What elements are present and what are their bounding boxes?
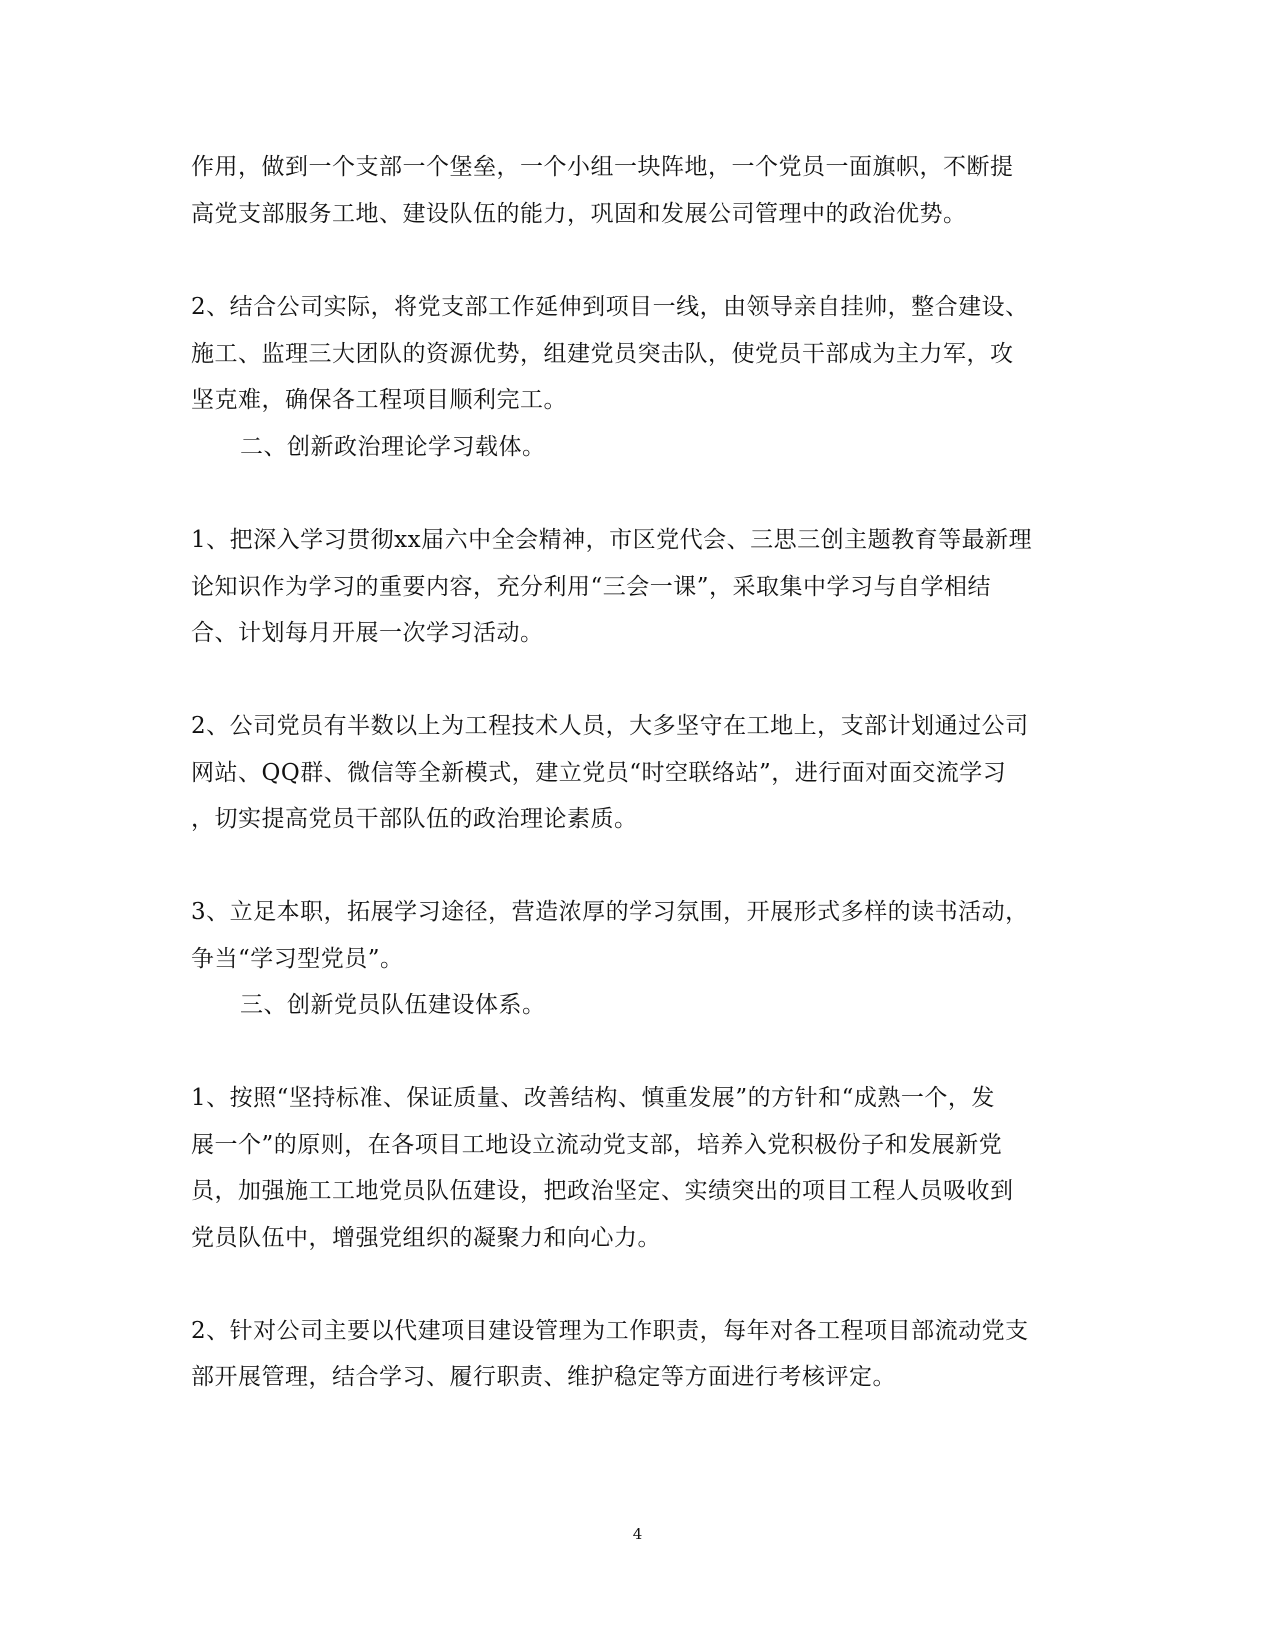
page-number: 4 (632, 1525, 643, 1543)
paragraph-6-line-2: 展一个”的原则，在各项目工地设立流动党支部，培养入党积极份子和发展新党 (191, 1132, 1003, 1158)
paragraph-2-line-3: 坚克难，确保各工程项目顺利完工。 (191, 387, 567, 413)
paragraph-3-line-3: 合、计划每月开展一次学习活动。 (191, 620, 544, 646)
paragraph-4-line-2: 网站、QQ群、微信等全新模式，建立党员“时空联络站”，进行面对面交流学习 (191, 760, 1007, 786)
paragraph-4-line-3: ，切实提高党员干部队伍的政治理论素质。 (191, 806, 638, 832)
section-heading-3: 三、创新党员队伍建设体系。 (240, 992, 546, 1018)
paragraph-3-line-1: 1、把深入学习贯彻xx届六中全会精神，市区党代会、三思三创主题教育等最新理 (191, 527, 1033, 553)
paragraph-6-line-3: 员，加强施工工地党员队伍建设，把政治坚定、实绩突出的项目工程人员吸收到 (191, 1178, 1014, 1204)
paragraph-3-line-2: 论知识作为学习的重要内容，充分利用“三会一课”，采取集中学习与自学相结 (191, 574, 992, 600)
paragraph-5-line-2: 争当“学习型党员”。 (191, 946, 404, 972)
paragraph-1-line-2: 高党支部服务工地、建设队伍的能力，巩固和发展公司管理中的政治优势。 (191, 201, 967, 227)
section-heading-2: 二、创新政治理论学习载体。 (240, 434, 546, 460)
paragraph-6-line-4: 党员队伍中，增强党组织的凝聚力和向心力。 (191, 1225, 661, 1251)
paragraph-5-line-1: 3、立足本职，拓展学习途径，营造浓厚的学习氛围，开展形式多样的读书活动， (191, 899, 1029, 925)
paragraph-6-line-1: 1、按照“坚持标准、保证质量、改善结构、慎重发展”的方针和“成熟一个，发 (191, 1085, 995, 1111)
paragraph-1-line-1: 作用，做到一个支部一个堡垒，一个小组一块阵地，一个党员一面旗帜，不断提 (191, 154, 1014, 180)
paragraph-4-line-1: 2、公司党员有半数以上为工程技术人员，大多坚守在工地上，支部计划通过公司 (191, 713, 1029, 739)
paragraph-2-line-2: 施工、监理三大团队的资源优势，组建党员突击队，使党员干部成为主力军，攻 (191, 341, 1014, 367)
paragraph-7-line-1: 2、针对公司主要以代建项目建设管理为工作职责，每年对各工程项目部流动党支 (191, 1318, 1029, 1344)
paragraph-2-line-1: 2、结合公司实际，将党支部工作延伸到项目一线，由领导亲自挂帅，整合建设、 (191, 294, 1029, 320)
paragraph-7-line-2: 部开展管理，结合学习、履行职责、维护稳定等方面进行考核评定。 (191, 1364, 896, 1390)
